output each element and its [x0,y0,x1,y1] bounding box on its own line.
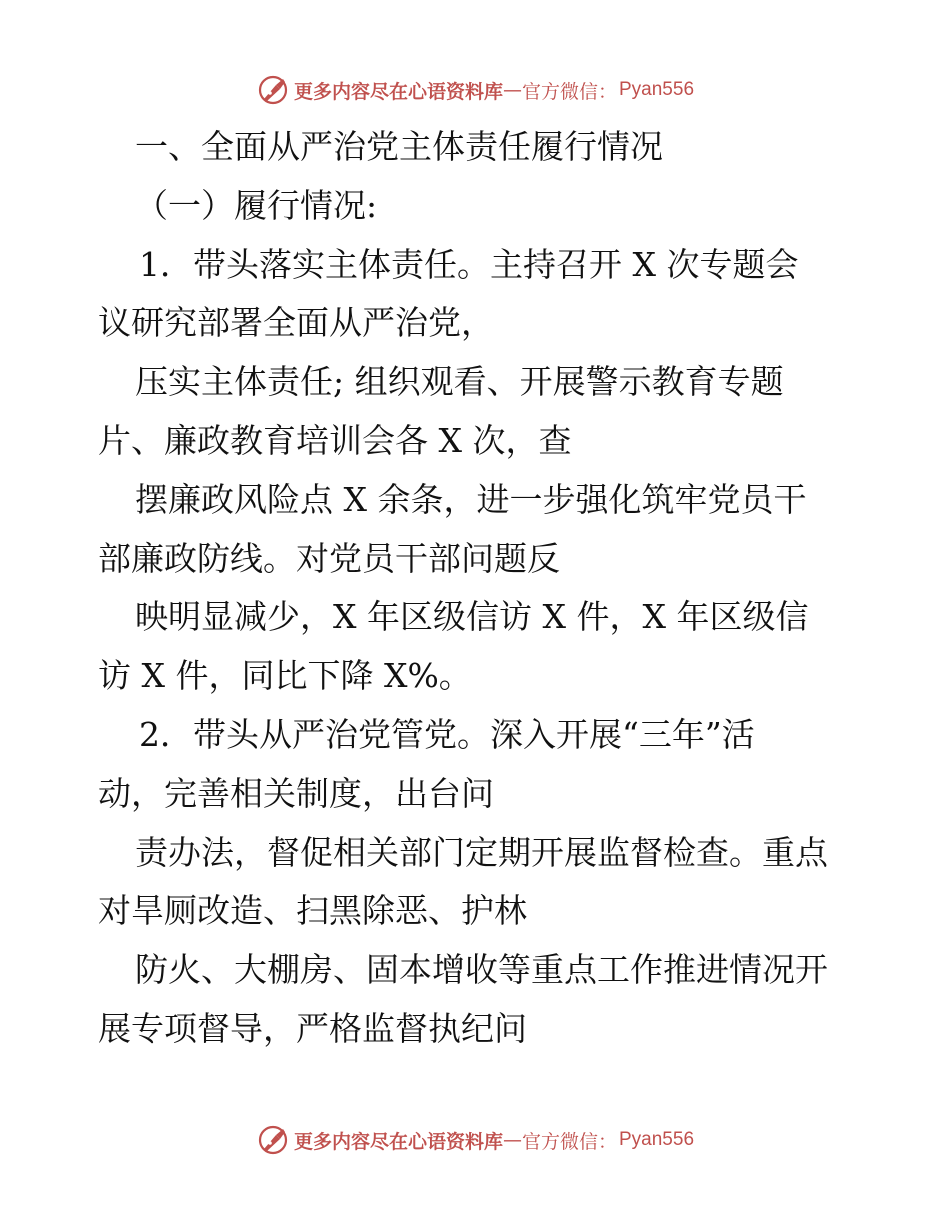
header-watermark [0,70,950,110]
watermark-label: 官方微信： [521,1130,617,1153]
document-body [98,118,858,1059]
watermark-text: 更多内容尽在心语资料库 [293,1130,503,1153]
watermark-wechat-id: Pyan556 [619,79,695,100]
paragraph-line: 防火、大棚房、固本增收等重点工作推进情况开 [135,950,828,990]
watermark-text: 更多内容尽在心语资料库 [293,80,503,103]
paragraph-line: 摆廉政风险点 X 余条，进一步强化筑牢党员干 [135,479,807,519]
pen-nib-circle-icon [256,73,290,107]
section-heading: 一、全面从严治党主体责任履行情况 [135,127,663,166]
footer-watermark [0,1120,950,1160]
paragraph-line: 展专项督导，严格监督执纪问 [98,1008,527,1048]
watermark-label: 官方微信： [521,80,617,103]
pen-nib-circle-icon [256,1123,290,1157]
paragraph-line: 片、廉政教育培训会各 X 次，查 [98,420,572,460]
paragraph-line: 部廉政防线。对党员干部问题反 [98,538,560,578]
paragraph-line: 议研究部署全面从严治党， [98,303,494,343]
paragraph-line: 2．带头从严治党管党。深入开展“三年”活 [139,714,755,754]
paragraph-line: 责办法，督促相关部门定期开展监督检查。重点 [135,832,828,872]
watermark-dash: — [502,1129,522,1151]
paragraph-line: 1．带头落实主体责任。主持召开 X 次专题会 [139,244,799,284]
watermark-dash: — [502,79,522,101]
watermark-wechat-id: Pyan556 [619,1129,695,1150]
subsection-heading: （一）履行情况: [135,185,378,225]
paragraph-line: 动，完善相关制度，出台问 [98,773,494,813]
paragraph-line: 对旱厕改造、扫黑除恶、护林 [98,891,527,931]
paragraph-line: 压实主体责任; 组织观看、开展警示教育专题 [135,362,784,402]
paragraph-line: 映明显减少，X 年区级信访 X 件，X 年区级信 [135,597,809,637]
paragraph-line: 访 X 件，同比下降 X%。 [98,656,472,696]
